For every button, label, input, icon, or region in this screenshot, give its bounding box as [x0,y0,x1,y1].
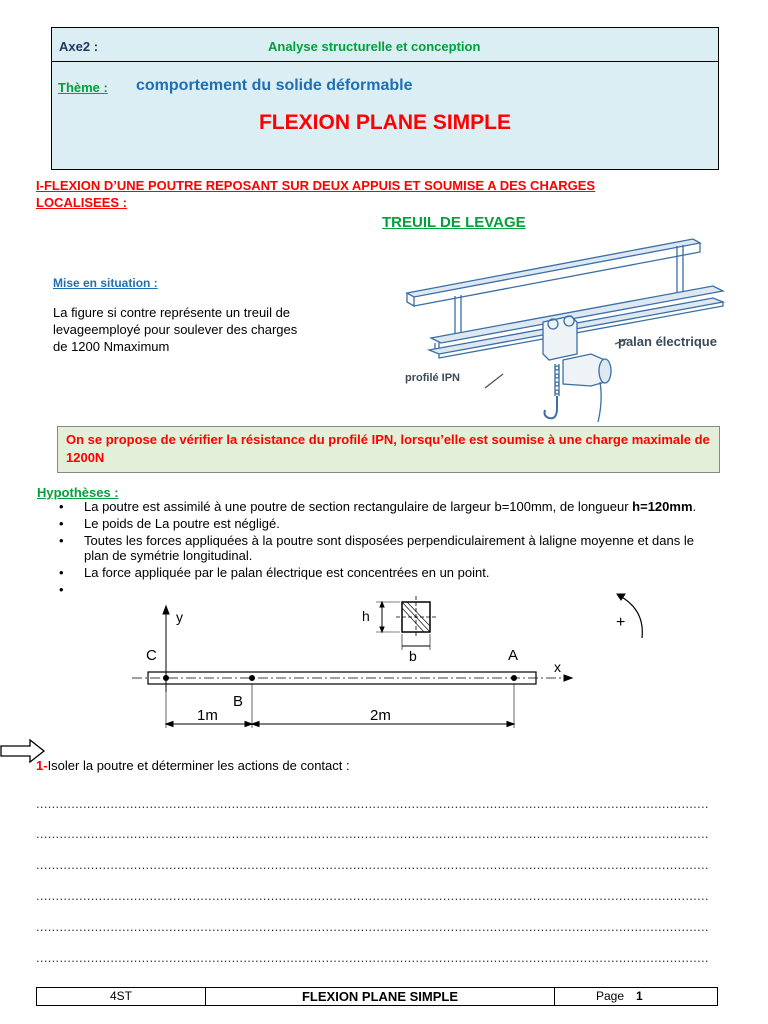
dimension-2m: 2m [370,707,391,724]
list-item: • La force appliquée par le palan électrique est concentrées en un point. [56,565,716,580]
mise-en-situation-text: La figure si contre représente un treuil de levageemployé pour soulever des charges de 1200 Nmaximum [53,305,298,354]
hypothesis-1-bold: h=120mm [632,499,693,514]
list-item: • Le poids de La poutre est négligé. [56,516,716,531]
answer-line[interactable]: ............................................................................................................................................................................ [36,919,709,934]
footer-title: FLEXION PLANE SIMPLE [206,988,555,1005]
header-axe-row [52,28,718,62]
page-title: FLEXION PLANE SIMPLE [258,111,512,134]
dimension-1m: 1m [197,707,218,724]
answer-line[interactable]: ............................................................................................................................................................................ [36,796,709,811]
width-label: b [409,648,417,664]
treuil-title: TREUIL DE LEVAGE [382,214,526,231]
header-box [51,27,719,170]
list-item: • Toutes les forces appliquées à la poutre sont disposées perpendiculairement à laligne moyenne et dans le plan de symétrie longitudinal. [56,533,716,563]
beam-diagram [120,590,660,740]
point-c-label: C [146,647,157,664]
hypothesis-1-end: . [692,499,697,514]
footer-class: 4ST [37,988,206,1005]
point-a-label: A [508,647,519,664]
objective-box [57,426,720,473]
list-item [56,499,716,514]
mise-en-situation-label: Mise en situation : [53,276,158,290]
palan-label: palan électrique [618,334,717,349]
theme-text: comportement du solide déformable [136,77,413,94]
footer [36,987,718,1006]
profile-ipn-label: profilé IPN [405,372,461,384]
axe-title: Analyse structurelle et conception [268,39,481,54]
height-label: h [362,608,370,624]
winch-illustration [395,236,740,428]
point-b-label: B [233,693,244,710]
question-1 [36,758,350,773]
axe-label: Axe2 : [59,39,99,54]
y-axis-label: y [176,609,183,625]
page-number: 1 [636,989,643,1003]
header-theme-row [52,62,718,169]
section-1-title: I-FLEXION D’UNE POUTRE REPOSANT SUR DEUX APPUIS ET SOUMISE A DES CHARGES LOCALISEES : [36,178,596,210]
hypothesis-1-text: La poutre est assimilé à une poutre de section rectangulaire de largeur b=100mm, de longueur [84,499,633,514]
question-1-number: 1- [36,758,48,773]
hypotheses-label: Hypothèses : [37,485,119,500]
answer-line[interactable]: ............................................................................................................................................................................ [36,950,709,965]
theme-label: Thème : [58,80,108,95]
page-label: Page [596,989,625,1003]
objective-text: On se propose de vérifier la résistance du profilé IPN, lorsqu’elle est soumise à une charge maximale de 1200N [66,432,710,465]
question-1-text: Isoler la poutre et déterminer les actions de contact : [47,758,350,773]
hypotheses-list [56,499,716,597]
footer-page [555,988,717,1005]
positive-rotation-label: + [616,614,626,631]
answer-line[interactable]: ............................................................................................................................................................................ [36,826,709,841]
answer-line[interactable]: ............................................................................................................................................................................ [36,888,709,903]
x-axis-label: x [554,659,561,675]
answer-line[interactable]: ............................................................................................................................................................................ [36,857,709,872]
